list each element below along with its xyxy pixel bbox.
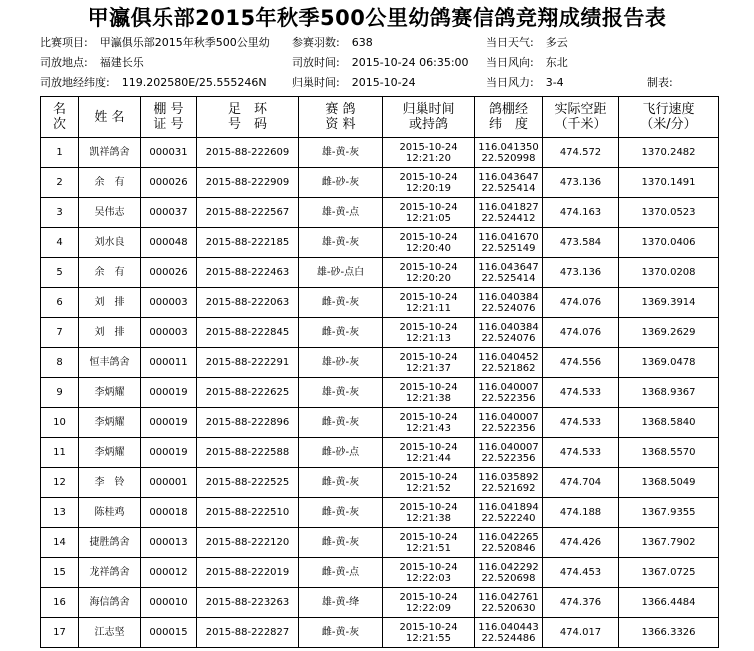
- results-table: [40, 96, 719, 648]
- compiler-label: 制表:: [647, 76, 673, 89]
- bird-info-cell: 雌-黄-灰: [299, 618, 383, 648]
- speed-cell: 1369.2629: [619, 318, 719, 348]
- bird-info-cell: 雌-砂-点: [299, 438, 383, 468]
- bird-info-cell: 雌-砂-灰: [299, 168, 383, 198]
- coordinates-cell: 116.042265 22.520846: [475, 528, 543, 558]
- release-coordinates-value: 119.202580E/25.555246N: [121, 76, 267, 89]
- ring-cell: 2015-88-222019: [197, 558, 299, 588]
- coordinates-cell: 116.040007 22.522356: [475, 438, 543, 468]
- ring-cell: 2015-88-222845: [197, 318, 299, 348]
- coordinates-cell: 116.040452 22.521862: [475, 348, 543, 378]
- return-time-cell: 2015-10-24 12:21:51: [383, 528, 475, 558]
- coordinates-cell: 116.041350 22.520998: [475, 138, 543, 168]
- distance-cell: 473.136: [543, 168, 619, 198]
- distance-cell: 474.076: [543, 288, 619, 318]
- loft-no-cell: 000012: [141, 558, 197, 588]
- speed-cell: 1368.9367: [619, 378, 719, 408]
- speed-cell: 1369.3914: [619, 288, 719, 318]
- ring-cell: 2015-88-222827: [197, 618, 299, 648]
- distance-cell: 474.163: [543, 198, 619, 228]
- table-row: [41, 318, 719, 348]
- name-cell: 余 有: [79, 258, 141, 288]
- loft-no-cell: 000015: [141, 618, 197, 648]
- bird-info-cell: 雄-砂-灰: [299, 348, 383, 378]
- ring-cell: 2015-88-222625: [197, 378, 299, 408]
- release-place-value: 福建长乐: [99, 56, 144, 69]
- table-row: [41, 558, 719, 588]
- return-time-cell: 2015-10-24 12:21:37: [383, 348, 475, 378]
- rank-cell: 12: [41, 468, 79, 498]
- rank-cell: 3: [41, 198, 79, 228]
- coordinates-cell: 116.040007 22.522356: [475, 378, 543, 408]
- return-time: [292, 76, 416, 90]
- table-row: [41, 348, 719, 378]
- return-time-value: 2015-10-24: [351, 76, 416, 89]
- wind-force: [486, 76, 564, 90]
- return-time-cell: 2015-10-24 12:22:03: [383, 558, 475, 588]
- name-cell: 刘 排: [79, 288, 141, 318]
- bird-info-cell: 雄-砂-点白: [299, 258, 383, 288]
- loft-no-cell: 000003: [141, 318, 197, 348]
- distance-cell: 474.533: [543, 438, 619, 468]
- loft-no-cell: 000031: [141, 138, 197, 168]
- rank-cell: 17: [41, 618, 79, 648]
- bird-info-cell: 雄-黄-灰: [299, 378, 383, 408]
- distance-cell: 474.704: [543, 468, 619, 498]
- table-row: [41, 138, 719, 168]
- ring-cell: 2015-88-222588: [197, 438, 299, 468]
- release-place: [40, 56, 144, 70]
- weather: [486, 36, 568, 50]
- header-loft-coordinates: 鸽棚经 纬 度: [475, 97, 543, 138]
- coordinates-cell: 116.035892 22.521692: [475, 468, 543, 498]
- speed-cell: 1370.0406: [619, 228, 719, 258]
- header-rank: 名 次: [41, 97, 79, 138]
- header-row: [41, 97, 719, 138]
- table-row: [41, 168, 719, 198]
- rank-cell: 6: [41, 288, 79, 318]
- return-time-cell: 2015-10-24 12:21:20: [383, 138, 475, 168]
- rank-cell: 16: [41, 588, 79, 618]
- loft-no-cell: 000019: [141, 378, 197, 408]
- distance-cell: 473.584: [543, 228, 619, 258]
- distance-cell: 474.017: [543, 618, 619, 648]
- table-row: [41, 198, 719, 228]
- name-cell: 李炳耀: [79, 408, 141, 438]
- speed-cell: 1370.0523: [619, 198, 719, 228]
- return-time-cell: 2015-10-24 12:21:11: [383, 288, 475, 318]
- speed-cell: 1368.5840: [619, 408, 719, 438]
- table-row: [41, 528, 719, 558]
- coordinates-cell: 116.041894 22.522240: [475, 498, 543, 528]
- ring-cell: 2015-88-223263: [197, 588, 299, 618]
- bird-info-cell: 雌-黄-灰: [299, 288, 383, 318]
- header-distance: 实际空距 （千米）: [543, 97, 619, 138]
- table-row: [41, 498, 719, 528]
- race-item-value: 甲瀛俱乐部2015年秋季500公里幼: [99, 36, 270, 49]
- loft-no-cell: 000001: [141, 468, 197, 498]
- return-time-cell: 2015-10-24 12:21:38: [383, 378, 475, 408]
- table-row: [41, 468, 719, 498]
- rank-cell: 10: [41, 408, 79, 438]
- loft-no-cell: 000026: [141, 168, 197, 198]
- speed-cell: 1366.3326: [619, 618, 719, 648]
- name-cell: 凯祥鸽舍: [79, 138, 141, 168]
- name-cell: 李炳耀: [79, 378, 141, 408]
- release-coordinates-label: 司放地经纬度:: [40, 76, 110, 89]
- table-row: [41, 228, 719, 258]
- rank-cell: 8: [41, 348, 79, 378]
- ring-cell: 2015-88-222120: [197, 528, 299, 558]
- wind-direction: [486, 56, 568, 70]
- coordinates-cell: 116.041670 22.525149: [475, 228, 543, 258]
- loft-no-cell: 000048: [141, 228, 197, 258]
- release-time-value: 2015-10-24 06:35:00: [351, 56, 469, 69]
- speed-cell: 1369.0478: [619, 348, 719, 378]
- loft-no-cell: 000019: [141, 408, 197, 438]
- table-row: [41, 438, 719, 468]
- weather-label: 当日天气:: [486, 36, 534, 49]
- ring-cell: 2015-88-222510: [197, 498, 299, 528]
- ring-cell: 2015-88-222463: [197, 258, 299, 288]
- wind-force-value: 3-4: [545, 76, 564, 89]
- speed-cell: 1370.2482: [619, 138, 719, 168]
- entries: [292, 36, 373, 50]
- rank-cell: 4: [41, 228, 79, 258]
- wind-direction-label: 当日风向:: [486, 56, 534, 69]
- header-bird-info: 赛 鸽 资 料: [299, 97, 383, 138]
- rank-cell: 9: [41, 378, 79, 408]
- return-time-cell: 2015-10-24 12:20:40: [383, 228, 475, 258]
- coordinates-cell: 116.042761 22.520630: [475, 588, 543, 618]
- speed-cell: 1367.9355: [619, 498, 719, 528]
- report-title: 甲瀛俱乐部2015年秋季500公里幼鸽赛信鸽竞翔成绩报告表: [87, 6, 667, 30]
- loft-no-cell: 000003: [141, 288, 197, 318]
- release-time: [292, 56, 469, 70]
- distance-cell: 474.533: [543, 408, 619, 438]
- loft-no-cell: 000010: [141, 588, 197, 618]
- speed-cell: 1366.4484: [619, 588, 719, 618]
- return-time-cell: 2015-10-24 12:21:13: [383, 318, 475, 348]
- speed-cell: 1370.0208: [619, 258, 719, 288]
- loft-no-cell: 000013: [141, 528, 197, 558]
- rank-cell: 15: [41, 558, 79, 588]
- name-cell: 刘水良: [79, 228, 141, 258]
- table-row: [41, 588, 719, 618]
- ring-cell: 2015-88-222525: [197, 468, 299, 498]
- race-item-label: 比赛项目:: [40, 36, 88, 49]
- coordinates-cell: 116.040384 22.524076: [475, 318, 543, 348]
- bird-info-cell: 雌-黄-灰: [299, 408, 383, 438]
- coordinates-cell: 116.041827 22.524412: [475, 198, 543, 228]
- rank-cell: 5: [41, 258, 79, 288]
- speed-cell: 1368.5049: [619, 468, 719, 498]
- ring-cell: 2015-88-222896: [197, 408, 299, 438]
- ring-cell: 2015-88-222185: [197, 228, 299, 258]
- loft-no-cell: 000037: [141, 198, 197, 228]
- name-cell: 海信鸽舍: [79, 588, 141, 618]
- bird-info-cell: 雌-黄-灰: [299, 528, 383, 558]
- header-loft-no: 棚 号 证 号: [141, 97, 197, 138]
- return-time-cell: 2015-10-24 12:21:43: [383, 408, 475, 438]
- release-time-label: 司放时间:: [292, 56, 340, 69]
- compiler: [647, 76, 673, 90]
- entries-label: 参赛羽数:: [292, 36, 340, 49]
- name-cell: 李 铃: [79, 468, 141, 498]
- return-time-label: 归巢时间:: [292, 76, 340, 89]
- bird-info-cell: 雌-黄-灰: [299, 468, 383, 498]
- name-cell: 吴伟志: [79, 198, 141, 228]
- name-cell: 李炳耀: [79, 438, 141, 468]
- distance-cell: 474.533: [543, 378, 619, 408]
- rank-cell: 2: [41, 168, 79, 198]
- bird-info-cell: 雄-黄-灰: [299, 138, 383, 168]
- speed-cell: 1370.1491: [619, 168, 719, 198]
- ring-cell: 2015-88-222609: [197, 138, 299, 168]
- distance-cell: 474.426: [543, 528, 619, 558]
- loft-no-cell: 000011: [141, 348, 197, 378]
- return-time-cell: 2015-10-24 12:20:19: [383, 168, 475, 198]
- loft-no-cell: 000018: [141, 498, 197, 528]
- rank-cell: 11: [41, 438, 79, 468]
- race-item: [40, 36, 270, 50]
- return-time-cell: 2015-10-24 12:21:44: [383, 438, 475, 468]
- table-row: [41, 378, 719, 408]
- return-time-cell: 2015-10-24 12:21:05: [383, 198, 475, 228]
- table-row: [41, 288, 719, 318]
- bird-info-cell: 雄-黄-点: [299, 198, 383, 228]
- loft-no-cell: 000019: [141, 438, 197, 468]
- bird-info-cell: 雌-黄-灰: [299, 318, 383, 348]
- header-name: 姓 名: [79, 97, 141, 138]
- name-cell: 捷胜鸽舍: [79, 528, 141, 558]
- speed-cell: 1368.5570: [619, 438, 719, 468]
- ring-cell: 2015-88-222063: [197, 288, 299, 318]
- weather-value: 多云: [545, 36, 568, 49]
- coordinates-cell: 116.043647 22.525414: [475, 168, 543, 198]
- ring-cell: 2015-88-222567: [197, 198, 299, 228]
- rank-cell: 14: [41, 528, 79, 558]
- return-time-cell: 2015-10-24 12:20:20: [383, 258, 475, 288]
- header-ring-no: 足 环 号 码: [197, 97, 299, 138]
- distance-cell: 474.376: [543, 588, 619, 618]
- coordinates-cell: 116.043647 22.525414: [475, 258, 543, 288]
- coordinates-cell: 116.040384 22.524076: [475, 288, 543, 318]
- return-time-cell: 2015-10-24 12:22:09: [383, 588, 475, 618]
- distance-cell: 474.188: [543, 498, 619, 528]
- distance-cell: 474.556: [543, 348, 619, 378]
- coordinates-cell: 116.042292 22.520698: [475, 558, 543, 588]
- return-time-cell: 2015-10-24 12:21:38: [383, 498, 475, 528]
- release-coordinates: [40, 76, 267, 90]
- return-time-cell: 2015-10-24 12:21:55: [383, 618, 475, 648]
- loft-no-cell: 000026: [141, 258, 197, 288]
- distance-cell: 474.572: [543, 138, 619, 168]
- return-time-cell: 2015-10-24 12:21:52: [383, 468, 475, 498]
- rank-cell: 7: [41, 318, 79, 348]
- table-row: [41, 618, 719, 648]
- distance-cell: 474.453: [543, 558, 619, 588]
- name-cell: 江志坚: [79, 618, 141, 648]
- coordinates-cell: 116.040443 22.524486: [475, 618, 543, 648]
- name-cell: 刘 排: [79, 318, 141, 348]
- name-cell: 陈桂鸡: [79, 498, 141, 528]
- rank-cell: 1: [41, 138, 79, 168]
- table-row: [41, 258, 719, 288]
- wind-direction-value: 东北: [545, 56, 568, 69]
- table-row: [41, 408, 719, 438]
- name-cell: 龙祥鸽舍: [79, 558, 141, 588]
- bird-info-cell: 雌-黄-灰: [299, 498, 383, 528]
- header-speed: 飞行速度 （米/分）: [619, 97, 719, 138]
- name-cell: 恒丰鸽舍: [79, 348, 141, 378]
- ring-cell: 2015-88-222909: [197, 168, 299, 198]
- speed-cell: 1367.0725: [619, 558, 719, 588]
- distance-cell: 473.136: [543, 258, 619, 288]
- release-place-label: 司放地点:: [40, 56, 88, 69]
- coordinates-cell: 116.040007 22.522356: [475, 408, 543, 438]
- results-body: [41, 138, 719, 648]
- wind-force-label: 当日风力:: [486, 76, 534, 89]
- rank-cell: 13: [41, 498, 79, 528]
- header-return-time: 归巢时间 或持鸽: [383, 97, 475, 138]
- distance-cell: 474.076: [543, 318, 619, 348]
- bird-info-cell: 雄-黄-绛: [299, 588, 383, 618]
- ring-cell: 2015-88-222291: [197, 348, 299, 378]
- bird-info-cell: 雄-黄-灰: [299, 228, 383, 258]
- entries-value: 638: [351, 36, 373, 49]
- name-cell: 余 有: [79, 168, 141, 198]
- speed-cell: 1367.7902: [619, 528, 719, 558]
- bird-info-cell: 雌-黄-点: [299, 558, 383, 588]
